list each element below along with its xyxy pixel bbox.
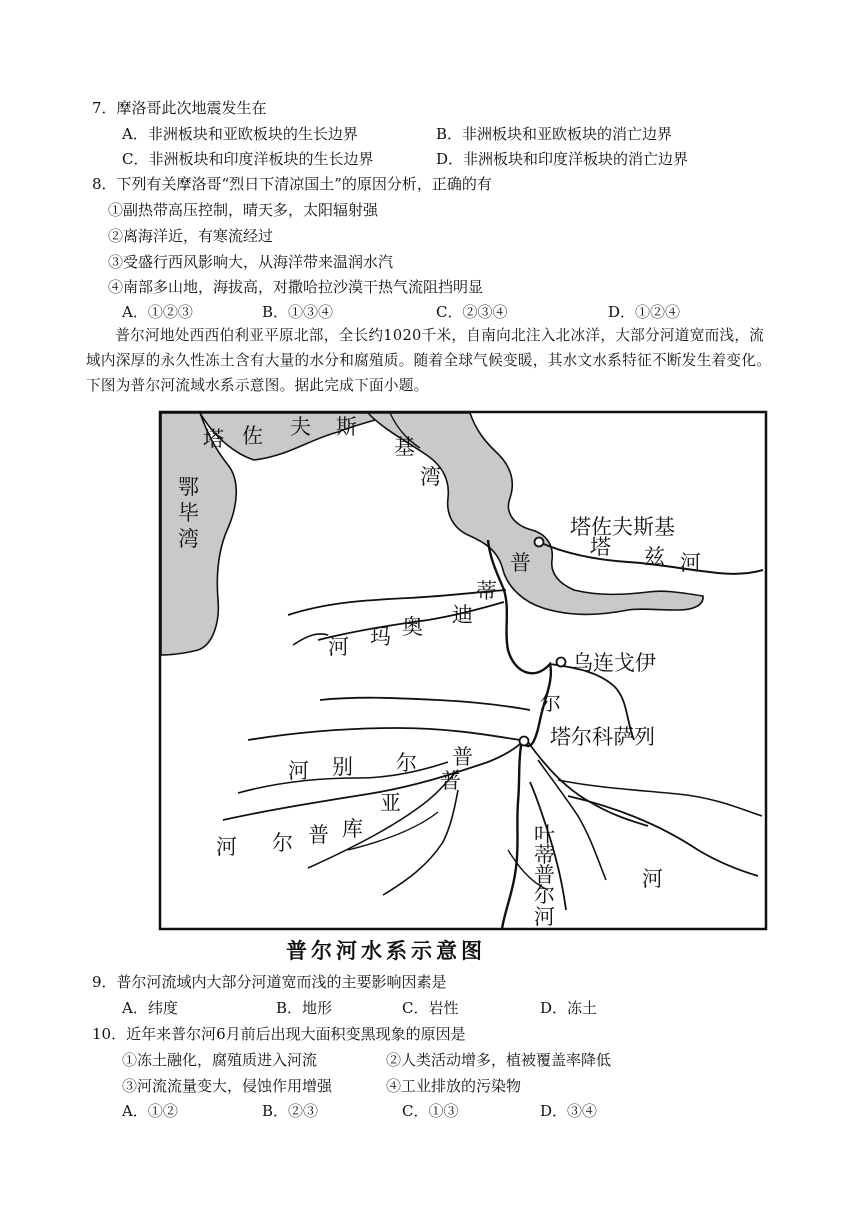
q7-option-a: A．非洲板块和亚欧板块的生长边界: [122, 125, 358, 143]
passage-text: 普尔河地处西西伯利亚平原北部，全长约1020千米，自南向北注入北冰洋，大部分河道宽而浅，流域内深厚的永久性冻土含有大量的水分和腐殖质。随着全球气候变暖，其水文水系特征不断发生着变化。下图为普尔河流域水系示意图。据此完成下面小题。: [86, 327, 772, 394]
svg-text:基: 基: [394, 435, 415, 459]
q7-option-d: D．非洲板块和印度洋板块的消亡边界: [436, 150, 689, 168]
svg-text:湾: 湾: [178, 527, 199, 551]
svg-text:河: 河: [288, 759, 309, 783]
svg-text:别: 别: [332, 755, 353, 779]
q8-option-b: B．①③④: [262, 303, 334, 321]
q8-item-3: ③受盛行西风影响大，从海洋带来温润水汽: [108, 253, 394, 271]
q10-item-2: ②人类活动增多，植被覆盖率降低: [386, 1051, 612, 1069]
q10-item-3: ③河流流量变大，侵蚀作用增强: [122, 1077, 333, 1095]
svg-text:普: 普: [452, 745, 473, 769]
svg-text:鄂: 鄂: [178, 475, 199, 499]
svg-text:叶: 叶: [534, 823, 555, 847]
svg-text:毕: 毕: [178, 501, 199, 525]
q8-option-c: C．②③④: [436, 303, 508, 321]
label-town-urengoy: 乌连戈伊: [572, 651, 656, 675]
svg-text:河: 河: [216, 835, 237, 859]
svg-text:佐: 佐: [242, 424, 263, 448]
svg-text:亚: 亚: [380, 791, 401, 815]
label-pur-1: 普: [510, 551, 531, 575]
svg-text:尔: 尔: [534, 883, 555, 907]
q10-option-b: B．②③: [262, 1102, 319, 1120]
label-town-tazovsky: 塔佐夫斯基: [570, 515, 675, 539]
svg-text:普: 普: [308, 823, 329, 847]
pur-river-map: [158, 410, 768, 970]
q9-option-d: D．冻土: [540, 999, 598, 1017]
q8-item-2: ②离海洋近，有寒流经过: [108, 227, 274, 245]
q10-option-a: A．①②: [122, 1102, 178, 1120]
map-caption: 普尔河水系示意图: [286, 939, 486, 963]
q8-stem: 8．下列有关摩洛哥“烈日下清凉国土”的原因分析，正确的有: [92, 175, 492, 193]
svg-text:奥: 奥: [402, 615, 423, 639]
svg-text:湾: 湾: [420, 465, 441, 489]
q8-option-a: A．①②③: [122, 303, 193, 321]
label-ob-bay: [178, 475, 199, 551]
town-urengoy-marker: [557, 658, 566, 667]
town-tarko-sale-marker: [520, 737, 529, 746]
q7-stem: 7．摩洛哥此次地震发生在: [92, 99, 267, 117]
svg-text:迪: 迪: [452, 603, 473, 627]
q10-item-4: ④工业排放的污染物: [386, 1077, 522, 1095]
svg-text:尔: 尔: [272, 831, 293, 855]
svg-text:夫: 夫: [290, 415, 311, 439]
label-east-river: 河: [642, 867, 663, 891]
q10-stem: 10．近年来普尔河6月前后出现大面积变黑现象的原因是: [92, 1025, 466, 1043]
q10-option-c: C．①③: [402, 1102, 459, 1120]
q10-option-d: D．③④: [540, 1102, 598, 1120]
svg-text:河: 河: [680, 551, 701, 575]
label-town-tarko-sale: 塔尔科萨列: [550, 725, 655, 749]
svg-text:河: 河: [534, 905, 555, 929]
q9-option-a: A．纬度: [122, 999, 178, 1017]
q7-option-b: B．非洲板块和亚欧板块的消亡边界: [436, 125, 673, 143]
svg-text:蒂: 蒂: [476, 579, 497, 603]
q9-option-b: B．地形: [276, 999, 333, 1017]
svg-text:河: 河: [328, 635, 349, 659]
svg-text:尔: 尔: [396, 751, 417, 775]
q10-item-1: ①冻土融化，腐殖质进入河流: [122, 1051, 318, 1069]
q8-item-4: ④南部多山地，海拔高，对撒哈拉沙漠干热气流阻挡明显: [108, 278, 484, 296]
town-tazovsky-marker: [535, 538, 544, 547]
q9-option-c: C．岩性: [402, 999, 459, 1017]
svg-text:塔: 塔: [590, 535, 611, 559]
label-yetiporer-river: [534, 823, 555, 929]
label-pur-2: 尔: [540, 691, 561, 715]
svg-text:斯: 斯: [336, 415, 357, 439]
q8-option-d: D．①②④: [608, 303, 681, 321]
svg-text:塔: 塔: [203, 427, 224, 451]
svg-text:库: 库: [342, 817, 363, 841]
q7-option-c: C．非洲板块和印度洋板块的生长边界: [122, 150, 374, 168]
svg-text:普: 普: [534, 863, 555, 887]
svg-text:玛: 玛: [370, 625, 391, 649]
q8-item-1: ①副热带高压控制，晴天多，太阳辐射强: [108, 201, 379, 219]
q9-stem: 9．普尔河流域内大部分河道宽而浅的主要影响因素是: [92, 973, 447, 991]
svg-text:蒂: 蒂: [534, 843, 555, 867]
svg-text:兹: 兹: [644, 545, 665, 569]
svg-text:普: 普: [440, 769, 461, 793]
